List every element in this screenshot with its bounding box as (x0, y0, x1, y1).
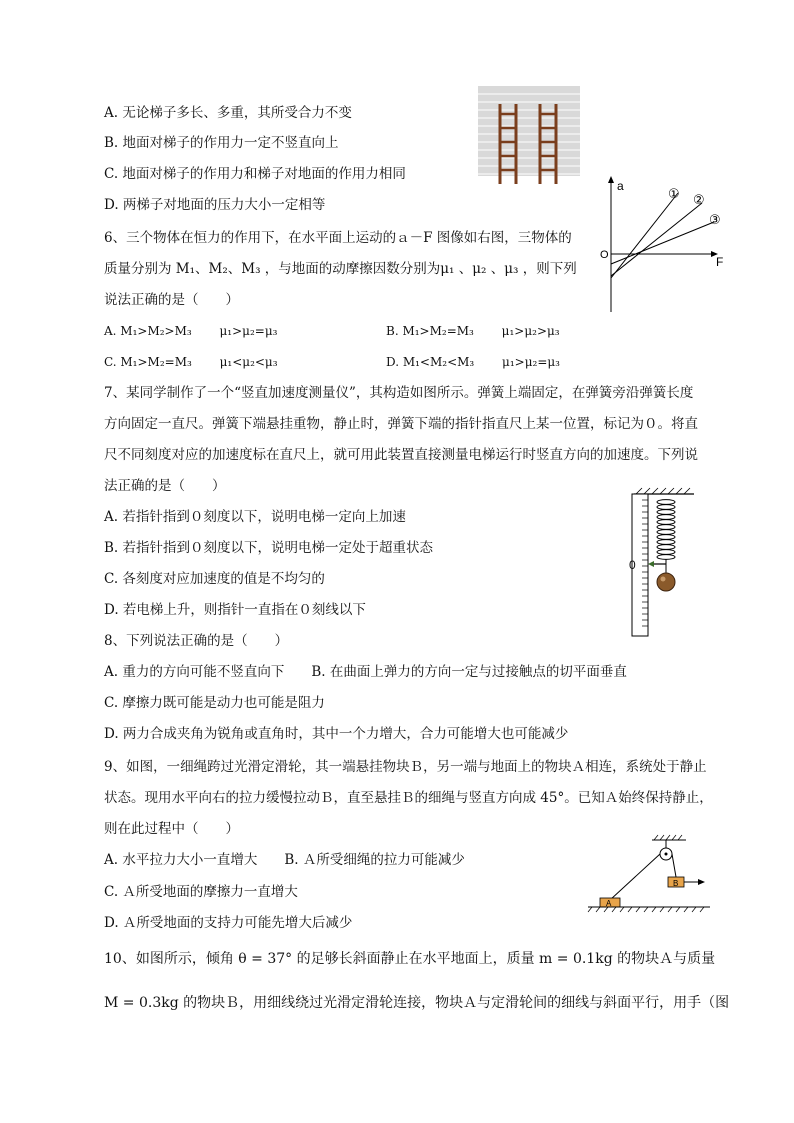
q6-stem-line-3: 说法正确的是（ ） (104, 292, 239, 308)
q5-option-d: D. 两梯子对地面的压力大小一定相等 (104, 197, 326, 213)
q7-option-d: D. 若电梯上升，则指针一直指在０刻线以下 (104, 602, 366, 618)
q10-line-1: 10、如图所示，倾角 θ = 37° 的足够长斜面静止在水平地面上，质量 m = 0.1kg 的物块Ａ与质量 (104, 951, 716, 967)
q9-option-c: C. Ａ所受地面的摩擦力一直增大 (104, 884, 298, 900)
q8-stem: 8、下列说法正确的是（ ） (104, 633, 289, 649)
q10-line-2: M = 0.3kg 的物块Ｂ，用细线绕过光滑定滑轮连接，物块Ａ与定滑轮间的细线与斜面平行，用手（图 (104, 995, 730, 1011)
q7-stem-line-4: 法正确的是（ ） (104, 478, 226, 494)
q7-stem-line-3: 尺不同刻度对应的加速度标在直尺上，就可用此装置直接测量电梯运行时竖直方向的加速度。下列说 (104, 447, 698, 463)
a-f-graph (596, 176, 732, 316)
q8-option-ab: A. 重力的方向可能不竖直向下 B. 在曲面上弹力的方向一定与过接触点的切平面垂直 (104, 664, 627, 680)
block-b-label: B (673, 879, 679, 888)
q8-option-c: C. 摩擦力既可能是动力也可能是阻力 (104, 695, 325, 711)
block-a-label: A (606, 899, 612, 908)
q6-option-d: D. M₁<M₂<M₃ μ₁>μ₂=μ₃ (386, 355, 560, 369)
q6-stem-line-2: 质量分别为 M₁、M₂、M₃ ，与地面的动摩擦因数分别为μ₁ 、μ₂ 、μ₃ ，则下列 (104, 261, 577, 277)
graph-axis-f-label: F (716, 255, 724, 269)
graph-axis-a-label: a (617, 179, 624, 193)
q9-option-ab: A. 水平拉力大小一直增大 B. Ａ所受细绳的拉力可能减少 (104, 852, 465, 868)
line-1-label: ① (668, 187, 680, 202)
line-2-label: ② (693, 193, 705, 208)
q6-option-c: C. M₁>M₂=M₃ μ₁<μ₂<μ₃ (104, 355, 278, 369)
q5-option-b: B. 地面对梯子的作用力一定不竖直向上 (104, 135, 339, 151)
q7-option-b: B. 若指针指到０刻度以下，说明电梯一定处于超重状态 (104, 540, 434, 556)
q7-option-a: A. 若指针指到０刻度以下，说明电梯一定向上加速 (104, 509, 406, 525)
line-3-label: ③ (709, 213, 721, 228)
q7-option-c: C. 各刻度对应加速度的值是不均匀的 (104, 571, 325, 587)
q8-option-d: D. 两力合成夹角为锐角或直角时，其中一个力增大，合力可能增大也可能减少 (104, 726, 569, 742)
ladder-wall-figure (478, 86, 580, 186)
q9-stem-line-1: 9、如图，一细绳跨过光滑定滑轮，其一端悬挂物块Ｂ，另一端与地面上的物块Ａ相连，系统处于静止 (104, 759, 707, 775)
q7-stem-line-1: 7、某同学制作了一个“竖直加速度测量仪”，其构造如图所示。弹簧上端固定，在弹簧旁沿弹簧长度 (104, 385, 694, 401)
graph-origin-label: O (600, 249, 609, 261)
q7-stem-line-2: 方向固定一直尺。弹簧下端悬挂重物，静止时，弹簧下端的指针指直尺上某一位置，标记为０。将直 (104, 416, 698, 432)
q6-option-a: A. M₁>M₂>M₃ μ₁>μ₂=μ₃ (104, 324, 278, 338)
q9-stem-line-3: 则在此过程中（ ） (104, 821, 239, 837)
q9-option-d: D. Ａ所受地面的支持力可能先增大后减少 (104, 915, 353, 931)
q9-stem-line-2: 状态。现用水平向右的拉力缓慢拉动Ｂ，直至悬挂Ｂ的细绳与竖直方向成 45°。已知Ａ始终保持静止， (104, 790, 713, 806)
q6-option-b: B. M₁>M₂=M₃ μ₁>μ₂>μ₃ (386, 324, 560, 338)
q6-stem-line-1: 6、三个物体在恒力的作用下，在水平面上运动的ａ－F 图像如右图，三物体的 (104, 230, 572, 246)
q5-option-a: A. 无论梯子多长、多重，其所受合力不变 (104, 105, 352, 121)
zero-mark-label: 0 (629, 558, 636, 572)
q5-option-c: C. 地面对梯子的作用力和梯子对地面的作用力相同 (104, 166, 406, 182)
pulley-figure (586, 834, 716, 914)
